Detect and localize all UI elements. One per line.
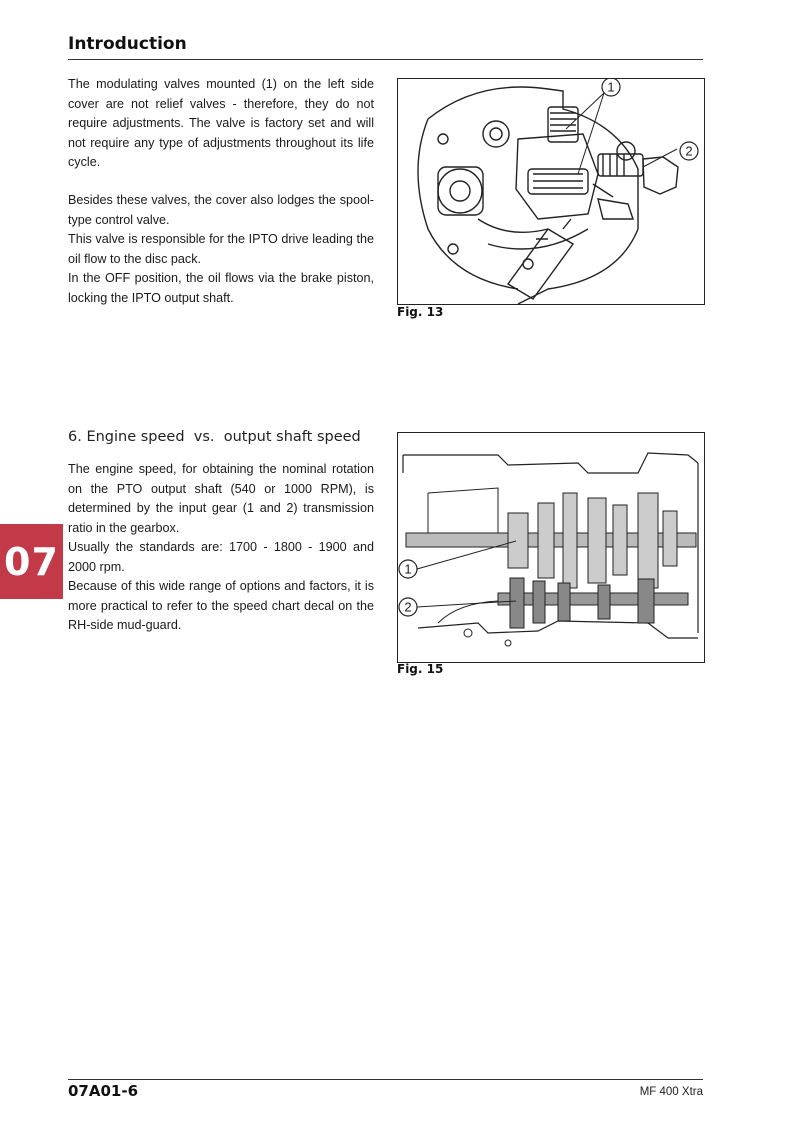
section-6-body — [68, 460, 374, 636]
intro-paragraph-2 — [68, 191, 374, 308]
figure-13-caption: Fig. 13 — [397, 305, 444, 319]
section-6-title: 6. Engine speed vs. output shaft speed — [68, 429, 361, 445]
fig15-callout-2-label: 2 — [404, 599, 412, 615]
chapter-tab: 07 — [0, 524, 63, 599]
callout-2-label: 2 — [685, 143, 693, 159]
figure-15-caption: Fig. 15 — [397, 662, 444, 676]
fig15-callout-1-label: 1 — [404, 561, 412, 577]
intro-line-1: Besides these valves, the cover also lodges the spool-type control valve. — [68, 193, 374, 227]
model-name: MF 400 Xtra — [639, 1086, 703, 1098]
header-rule — [68, 59, 703, 60]
intro-line-2: This valve is responsible for the IPTO drive leading the oil flow to the disc pack. — [68, 232, 374, 266]
page-code: 07A01-6 — [68, 1082, 139, 1100]
figure-13-illustration — [397, 78, 705, 305]
callout-1-label: 1 — [607, 79, 615, 95]
intro-line-3: In the OFF position, the oil flows via the brake piston, locking the IPTO output shaft. — [68, 271, 374, 305]
section-6-line-1: The engine speed, for obtaining the nominal rotation on the PTO output shaft (540 or 1000 RPM), is determined by the input gear (1 and 2) transmission ratio in the gearbox. — [68, 462, 374, 535]
valve-cover-drawing — [398, 79, 704, 304]
page-title: Introduction — [68, 34, 187, 54]
section-6-line-2: Usually the standards are: 1700 - 1800 - 1900 and 2000 rpm. — [68, 540, 374, 574]
figure-15-illustration — [397, 432, 705, 663]
intro-paragraph-1: The modulating valves mounted (1) on the left side cover are not relief valves - therefore, they do not require adjustments. The valve is factory set and will not require any type of adjustments throughout its life cycle. — [68, 77, 374, 169]
gearbox-section-drawing — [398, 433, 704, 662]
section-6-line-3: Because of this wide range of options and factors, it is more practical to refer to the speed chart decal on the RH-side mud-guard. — [68, 579, 374, 632]
footer-rule — [68, 1079, 703, 1080]
